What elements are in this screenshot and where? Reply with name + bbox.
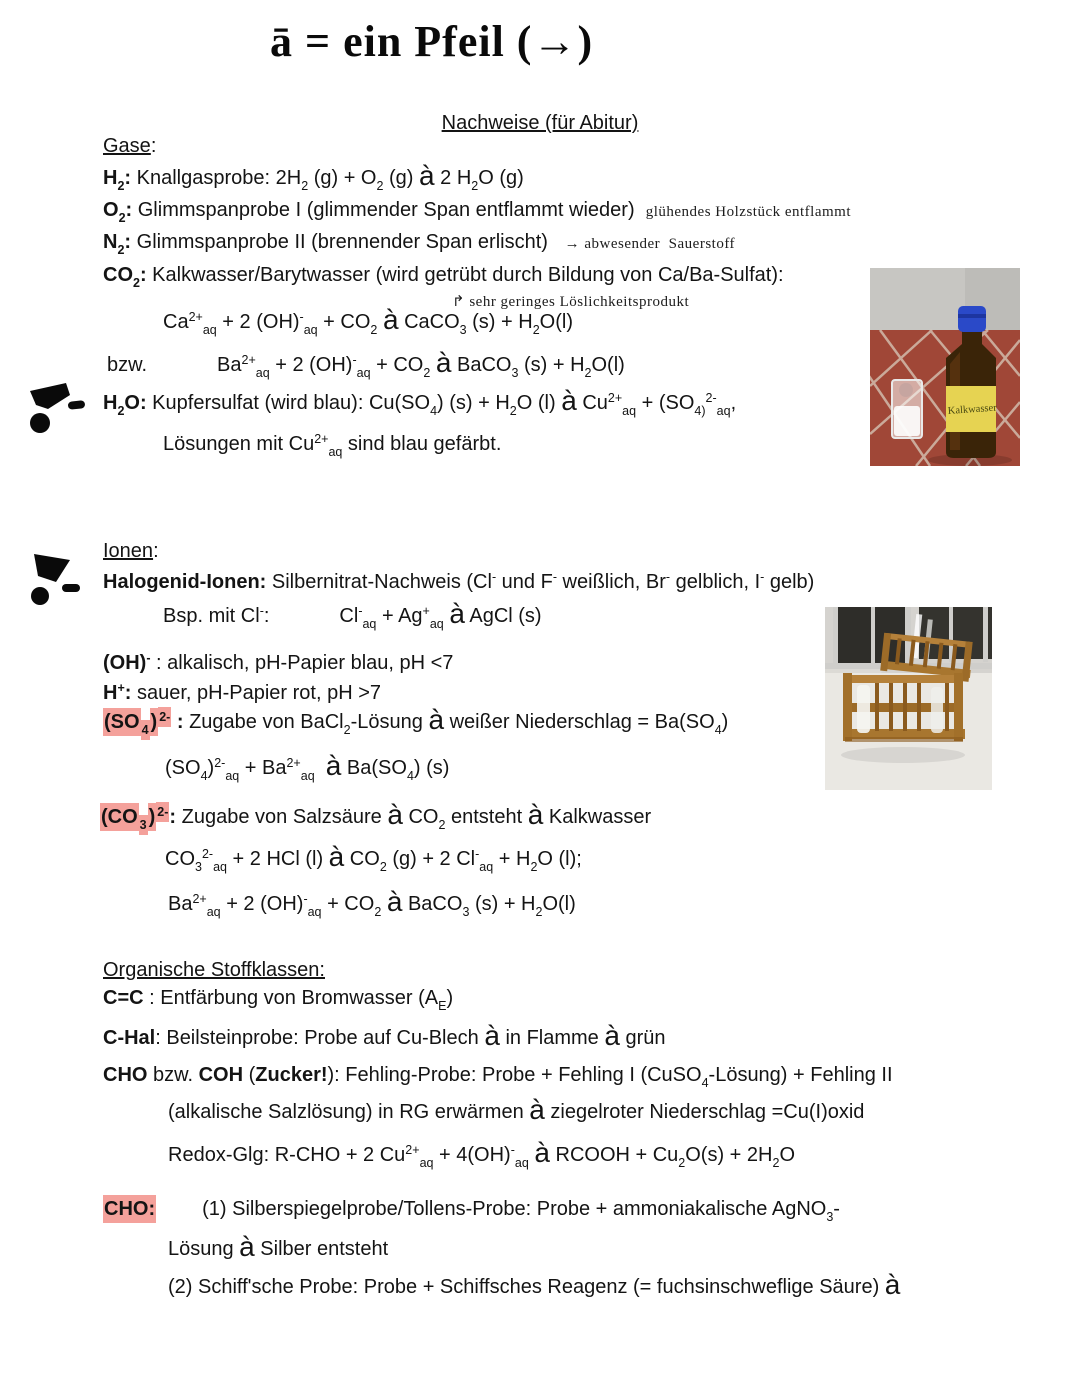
redox-line-seg-3: + 4(OH) [433,1144,511,1166]
bsp-cl-line-seg-9: aq [429,617,444,631]
co3-equation-seg-12: 2 [530,860,538,874]
bsp-cl-line-seg-7: + Ag [376,605,423,627]
h2o-line-seg-3: Kupfersulfat (wird blau): Cu(SO [146,392,431,414]
h2o-line-seg-1: 2 [117,404,125,418]
cho-fehling-line-seg-5: ): Fehling-Probe: Probe + Fehling I (CuSO [327,1064,702,1086]
n2-line [103,230,735,256]
h2-line-seg-5: (g) + O [308,167,377,189]
ba-equation-2-seg-13: 2 [535,905,543,919]
bsp-cl-line-seg-2: : [263,605,270,627]
oh-line-seg-1: - [146,651,151,665]
so4-equation [165,750,450,783]
o2-line-seg-4: glühendes Holzstück entflammt [645,204,852,220]
redox-line [168,1137,796,1170]
co3-line-seg-8: 2 [438,818,446,832]
halogenid-line-seg-6: - [665,570,671,584]
ba-equation-1 [107,347,625,380]
ca-equation-seg-7: 2 [370,323,378,337]
ba-equation-2-seg-3: + 2 (OH) [220,893,304,915]
ba-equation-2-seg-14: O(l) [542,893,576,915]
cho-fehling-line-seg-2: COH [198,1064,244,1086]
redox-line-seg-0: Redox-Glg: R-CHO + 2 Cu [168,1144,406,1166]
redox-line-seg-7: à [534,1137,550,1168]
cc-line-seg-1: : Entfärbung von Bromwasser (A [143,987,439,1009]
so4-line-seg-9: weißer Niederschlag = Ba(SO [444,711,715,733]
so4-line-seg-10: 4 [714,723,722,737]
cho-tollens-line [103,1197,840,1223]
loesungen-line [163,432,501,458]
co3-equation [165,841,582,874]
co3-line-seg-9: entsteht [445,806,528,828]
ba-equation-1-seg-6: - [352,353,357,367]
bsp-cl-line-seg-8: + [422,604,430,618]
ba-equation-1-seg-14: (s) + H [518,354,585,376]
n2-line-seg-3: Glimmspanprobe II (brennender Span erlischt) [131,231,565,253]
organik-heading-seg-0: Organische Stoffklassen: [103,959,325,981]
cho-fehling-line-seg-1: bzw. [147,1064,199,1086]
co3-line-seg-1: 3 [139,815,148,835]
h2-line-seg-4: 2 [301,179,309,193]
h-plus-line-seg-3: sauer, pH-Papier rot, pH >7 [131,682,382,704]
loesungen-line-seg-3: sind blau gefärbt. [342,433,502,455]
gase-heading-seg-0: Gase [103,135,151,157]
co3-equation-seg-0: CO [165,848,195,870]
so4-equation-seg-6: 2+ [286,756,301,770]
o2-line-seg-2: : [125,199,133,221]
so4-equation-seg-9: à [325,750,342,781]
h2o-line-seg-11: aq [622,404,637,418]
cho-fehling-line [103,1063,893,1089]
photo-test-tube-racks [825,607,992,790]
co3-equation-seg-9: - [475,847,480,861]
so4-line-seg-4: : [171,711,184,733]
cho-fehling-line-seg-0: CHO [103,1064,148,1086]
co3-line-seg-6: à [387,799,403,830]
redox-line-seg-9: 2 [678,1156,686,1170]
redox-line-seg-8: RCOOH + Cu [549,1144,679,1166]
alkalische-line-seg-0: (alkalische Salzlösung) in RG erwärmen [168,1101,530,1123]
gase-heading-seg-1: : [150,135,157,157]
alkalische-line [168,1094,865,1125]
so4-line-seg-0: (SO [103,708,141,736]
ba-equation-1-seg-7: aq [356,366,371,380]
ba-equation-2-seg-1: 2+ [192,892,207,906]
halogenid-line-seg-3: und F [496,571,553,593]
halogenid-line-seg-1: Silbernitrat-Nachweis (Cl [266,571,492,593]
beaker-with-milky-liquid [892,380,922,438]
co3-equation-seg-11: + H [493,848,531,870]
alkalische-line-seg-2: ziegelroter Niederschlag =Cu(I)oxid [544,1101,865,1123]
h2-line-seg-1: 2 [117,179,125,193]
ba-equation-2-seg-5: aq [307,905,322,919]
redox-line-seg-4: - [510,1143,515,1157]
so4-line-seg-7: -Lösung [350,711,429,733]
ba-equation-1-seg-9: 2 [423,366,431,380]
o2-line [103,198,851,224]
schiff-line [168,1269,901,1300]
o2-line-seg-0: O [103,199,119,221]
h2o-line-seg-0: H [103,392,118,414]
silber-line [168,1231,389,1262]
bsp-cl-line-seg-5: - [358,604,363,618]
o2-line-seg-1: 2 [118,211,126,225]
co3-line [100,799,652,832]
n2-line-seg-4: → abwesender Sauerstoff [564,236,736,252]
h2o-line-seg-12: + (SO [636,392,695,414]
so4-equation-seg-12: ) (s) [413,757,450,779]
h2o-line-seg-7: O (l) [516,392,562,414]
ionen-heading-seg-0: Ionen [103,540,154,562]
oh-line-seg-0: (OH) [103,652,147,674]
ba-equation-2-seg-6: + CO [321,893,375,915]
h2o-line-seg-6: 2 [509,404,517,418]
co2-line-seg-0: CO [103,264,133,286]
ba-equation-2-seg-0: Ba [168,893,193,915]
ca-equation-seg-13: 2 [532,323,540,337]
cho-fehling-line-seg-6: 4 [701,1076,709,1090]
h2o-line-seg-5: ) (s) + H [437,392,510,414]
chal-line-seg-3: in Flamme [499,1027,605,1049]
co3-equation-seg-2: 2- [201,847,214,861]
ba-equation-2-seg-4: - [303,892,308,906]
chal-line-seg-5: grün [619,1027,666,1049]
ca-equation-seg-2: aq [202,323,217,337]
so4-line-seg-2: ) [150,708,159,736]
redox-line-seg-12: O [779,1144,796,1166]
co3-line-seg-7: CO [402,806,439,828]
h2o-line-seg-15: aq [716,404,731,418]
n2-line-seg-1: 2 [117,243,125,257]
co3-equation-seg-10: aq [479,860,494,874]
ca-equation-seg-12: (s) + H [466,311,533,333]
n2-line-seg-0: N [103,231,118,253]
ba-equation-2-seg-7: 2 [374,905,382,919]
co3-equation-seg-5: à [328,841,345,872]
chal-line-seg-0: C-Hal [103,1027,156,1049]
so4-equation-seg-7: aq [300,769,315,783]
ba-equation-1-seg-0: bzw. [107,354,148,376]
co3-line-seg-0: (CO [100,803,139,831]
oh-line [103,651,453,677]
halogenid-line-seg-2: - [491,570,497,584]
co3-line-seg-4: : [169,806,177,828]
co3-line-seg-10: à [527,799,544,830]
h2-line-seg-11: O (g) [478,167,524,189]
ca-equation-seg-0: Ca [163,311,189,333]
so4-equation-seg-1: 4 [200,769,208,783]
ba-equation-2-seg-12: (s) + H [469,893,536,915]
ca-equation-seg-9: à [382,304,399,335]
ca-equation-seg-10: CaCO [398,311,460,333]
ionen-heading [103,539,159,563]
handwritten-title: ā = ein Pfeil (→) [270,17,594,66]
h2-line-seg-8: à [419,160,435,191]
h2o-line-seg-2: O: [124,392,147,414]
gase-heading [103,134,156,158]
ba-equation-1-seg-13: 3 [511,366,519,380]
ca-equation-seg-14: O(l) [539,311,573,333]
so4-equation-seg-2: ) [207,757,215,779]
ba-equation-2-seg-11: 3 [462,905,470,919]
so4-line-seg-5: Zugabe von BaCl [183,711,344,733]
ca-equation-seg-3: + 2 (OH) [216,311,300,333]
h2o-line-seg-4: 4 [430,404,438,418]
so4-line-seg-8: à [428,704,445,735]
co3-equation-seg-13: O (l); [537,848,582,870]
silber-line-seg-1: à [239,1231,255,1262]
bsp-cl-line-seg-1: - [259,604,264,618]
margin-doodle-exclamation-1 [24,381,88,443]
halogenid-line [103,570,814,596]
cho-fehling-line-seg-4: Zucker! [255,1064,328,1086]
h2o-line-seg-9: Cu [576,392,608,414]
ba-equation-2-seg-9: à [386,886,403,917]
ca-equation [163,304,573,337]
halogenid-line-seg-4: - [552,570,557,584]
h-plus-line [103,681,381,707]
cho-tollens-line-seg-4: - [833,1198,840,1220]
redox-line-seg-11: 2 [772,1156,780,1170]
so4-equation-seg-11: 4 [406,769,414,783]
cho-fehling-line-seg-7: -Lösung) + Fehling II [708,1064,893,1086]
so4-equation-seg-4: aq [225,769,240,783]
organik-heading [103,958,325,982]
so4-line-seg-11: ) [721,711,729,733]
bsp-cl-line [163,598,542,631]
co3-equation-seg-6: CO [344,848,380,870]
redox-line-seg-1: 2+ [405,1143,420,1157]
co3-equation-seg-7: 2 [379,860,387,874]
h2o-line-seg-16: , [730,392,737,414]
ionen-heading-seg-1: : [153,540,159,562]
so4-line-seg-3: 2- [158,707,171,727]
bsp-cl-line-seg-4: Cl [339,605,359,627]
alkalische-line-seg-1: à [529,1094,545,1125]
so4-equation-seg-5: + Ba [239,757,287,779]
cc-line-seg-0: C=C [103,987,144,1009]
co3-line-seg-3: 2- [156,802,169,822]
ba-equation-1-seg-5: + 2 (OH) [269,354,353,376]
oh-line-seg-2: : alkalisch, pH-Papier blau, pH <7 [150,652,454,674]
silber-line-seg-0: Lösung [168,1238,240,1260]
ba-equation-2 [168,886,576,919]
co3-line-seg-11: Kalkwasser [543,806,652,828]
ba-equation-1-seg-15: 2 [584,366,592,380]
h-plus-line-seg-2: : [124,682,132,704]
o2-line-seg-3: Glimmspanprobe I (glimmender Span entflammt wieder) [132,199,646,221]
co3-equation-seg-8: (g) + 2 Cl [386,848,476,870]
ca-equation-seg-11: 3 [459,323,467,337]
h2-line-seg-3: Knallgasprobe: 2H [131,167,302,189]
so4-equation-seg-3: 2- [214,756,226,770]
bottle-label-text: Kalkwasser [947,402,998,417]
redox-line-seg-10: O(s) + 2H [685,1144,773,1166]
cc-line-seg-2: E [438,999,447,1013]
bsp-cl-line-seg-11: à [449,598,465,629]
loesungen-line-seg-1: 2+ [314,432,329,446]
co2-line [103,263,784,289]
ca-equation-seg-1: 2+ [188,310,203,324]
h2-line-seg-7: (g) [383,167,420,189]
so4-equation-seg-8 [315,757,326,779]
loesungen-line-seg-2: aq [328,445,343,459]
ca-equation-seg-4: - [299,310,304,324]
loesungen-line-seg-0: Lösungen mit Cu [163,433,315,455]
so4-line-seg-6: 2 [343,723,351,737]
cho-tollens-line-seg-2: (1) Silberspiegelprobe/Tollens-Probe: Probe + ammoniakalische AgNO [202,1198,827,1220]
h2-line-seg-9: 2 H [434,167,472,189]
co2-line-seg-1: 2 [133,276,140,290]
h2-line-seg-0: H [103,167,118,189]
cho-fehling-line-seg-3: ( [243,1064,256,1086]
h2o-line-seg-13: 4) [694,404,706,418]
co3-equation-seg-4: + 2 HCl (l) [226,848,329,870]
photo-kalkwasser-bottle [870,268,1020,466]
so4-equation-seg-0: (SO [165,757,201,779]
co2-annotation-seg-0: ↱ sehr geringes Löslichkeitsprodukt [452,294,690,310]
page-heading [0,112,1080,135]
ba-equation-1-seg-11: à [435,347,452,378]
chal-line-seg-4: à [604,1020,620,1051]
halogenid-line-seg-8: - [760,570,765,584]
so4-line [103,704,729,737]
h2o-line-seg-10: 2+ [607,391,623,405]
ba-equation-1-seg-2: Ba [217,354,242,376]
n2-line-seg-2: : [124,231,132,253]
schiff-line-seg-1: à [884,1269,901,1300]
co3-equation-seg-3: aq [213,860,227,874]
h2-line [103,160,524,193]
halogenid-line-seg-7: gelblich, I [670,571,761,593]
cc-line-seg-3: ) [446,987,454,1009]
co3-equation-seg-1: 3 [195,860,202,874]
co3-line-seg-5: Zugabe von Salzsäure [176,806,388,828]
ca-equation-seg-5: aq [303,323,318,337]
h-plus-line-seg-0: H [103,682,118,704]
silber-line-seg-2: Silber entsteht [254,1238,389,1260]
h-plus-line-seg-1: + [117,681,125,695]
halogenid-line-seg-5: weißlich, Br [557,571,666,593]
ba-equation-1-seg-3: 2+ [241,353,256,367]
cc-line [103,986,453,1012]
ba-equation-2-seg-8 [381,893,387,915]
so4-line-seg-1: 4 [141,720,150,740]
chal-line-seg-1: : Beilsteinprobe: Probe auf Cu-Blech [155,1027,485,1049]
h2-line-seg-6: 2 [376,179,384,193]
h2-line-seg-2: : [124,167,132,189]
cho-tollens-line-seg-0: CHO: [103,1195,156,1223]
margin-doodle-exclamation-2 [26,548,90,614]
ca-equation-seg-6: + CO [317,311,371,333]
ba-equation-1-seg-8: + CO [370,354,424,376]
h2o-line [103,385,737,418]
h2-line-seg-10: 2 [471,179,479,193]
co2-line-seg-2: : [139,264,147,286]
bsp-cl-line-seg-6: aq [362,617,377,631]
ba-equation-1-seg-16: O(l) [591,354,625,376]
co3-line-seg-2: ) [148,803,157,831]
ba-equation-1-seg-12: BaCO [451,354,512,376]
bsp-cl-line-seg-0: Bsp. mit Cl [163,605,260,627]
chal-line [103,1020,666,1051]
ba-equation-2-seg-2: aq [206,905,221,919]
page-heading-text: Nachweise (für Abitur) [441,112,639,134]
chal-line-seg-2: à [484,1020,500,1051]
co2-line-seg-3: Kalkwasser/Barytwasser (wird getrübt durch Bildung von Ca/Ba-Sulfat): [146,264,784,286]
ba-equation-2-seg-10: BaCO [402,893,463,915]
bsp-cl-line-seg-12: AgCl (s) [464,605,542,627]
schiff-line-seg-0: (2) Schiff'sche Probe: Probe + Schiffsches Reagenz (= fuchsinschweflige Säure) [168,1276,885,1298]
cho-tollens-line-seg-3: 3 [826,1210,834,1224]
redox-line-seg-5: aq [514,1156,529,1170]
ba-equation-1-seg-4: aq [255,366,270,380]
halogenid-line-seg-0: Halogenid-Ionen: [103,571,267,593]
h2o-line-seg-8: à [561,385,577,416]
redox-line-seg-2: aq [419,1156,434,1170]
halogenid-line-seg-9: gelb) [764,571,815,593]
so4-equation-seg-10: Ba(SO [341,757,407,779]
h2o-line-seg-14: 2- [705,391,717,405]
